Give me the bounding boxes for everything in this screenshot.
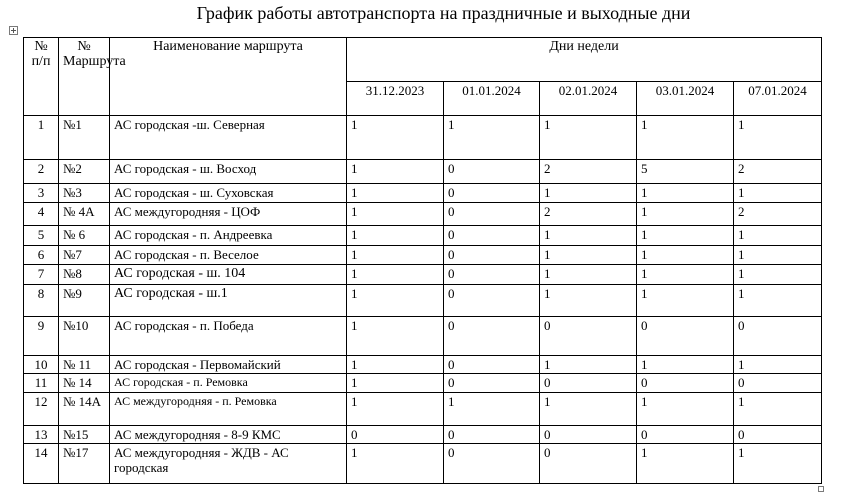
day-value-cell: 1: [540, 116, 637, 160]
route-name-cell: АС городская - п. Веселое: [110, 246, 347, 265]
day-value-cell: 1: [637, 116, 734, 160]
day-value-cell: 1: [540, 226, 637, 246]
day-value-cell: 0: [637, 317, 734, 356]
day-value-cell: 0: [444, 246, 540, 265]
day-value-cell: 1: [734, 356, 822, 374]
route-name-cell: АС городская - ш. Суховская: [110, 184, 347, 203]
day-value-cell: 0: [540, 317, 637, 356]
day-value-cell: 1: [444, 393, 540, 426]
day-value-cell: 0: [540, 374, 637, 393]
day-value-cell: 0: [734, 374, 822, 393]
day-value-cell: 1: [637, 203, 734, 226]
route-number-cell: № 11: [59, 356, 110, 374]
route-number-cell: № 14А: [59, 393, 110, 426]
table-row: [24, 116, 822, 160]
day-value-cell: 0: [540, 444, 637, 484]
day-value-cell: 1: [637, 246, 734, 265]
table-resize-handle-icon[interactable]: [818, 486, 824, 492]
row-number-cell: 5: [24, 226, 59, 246]
route-number-cell: №1: [59, 116, 110, 160]
header-date: 07.01.2024: [734, 82, 822, 116]
day-value-cell: 0: [444, 184, 540, 203]
day-value-cell: 1: [347, 374, 444, 393]
day-value-cell: 0: [637, 374, 734, 393]
row-number-cell: 10: [24, 356, 59, 374]
day-value-cell: 1: [347, 265, 444, 285]
day-value-cell: 2: [540, 203, 637, 226]
day-value-cell: 1: [347, 226, 444, 246]
day-value-cell: 1: [637, 226, 734, 246]
day-value-cell: 0: [347, 426, 444, 444]
day-value-cell: 1: [347, 356, 444, 374]
day-value-cell: 1: [734, 226, 822, 246]
table-row: [24, 226, 822, 246]
day-value-cell: 1: [540, 393, 637, 426]
day-value-cell: 1: [347, 285, 444, 317]
route-name-cell: АС междугородняя - п. Ремовка: [110, 393, 347, 426]
row-number-cell: 14: [24, 444, 59, 484]
day-value-cell: 1: [347, 317, 444, 356]
header-date: 03.01.2024: [637, 82, 734, 116]
route-number-cell: №9: [59, 285, 110, 317]
row-number-cell: 9: [24, 317, 59, 356]
document-title: График работы автотранспорта на праздничные и выходные дни: [196, 3, 691, 23]
table-row: [24, 246, 822, 265]
day-value-cell: 1: [734, 116, 822, 160]
day-value-cell: 0: [734, 426, 822, 444]
table-row: [24, 265, 822, 285]
route-number-cell: №7: [59, 246, 110, 265]
day-value-cell: 1: [734, 265, 822, 285]
schedule-body: [24, 116, 822, 484]
day-value-cell: 1: [540, 265, 637, 285]
route-number-cell: № 4А: [59, 203, 110, 226]
day-value-cell: 1: [540, 246, 637, 265]
day-value-cell: 1: [347, 203, 444, 226]
header-num: № п/п: [24, 38, 59, 116]
day-value-cell: 0: [637, 426, 734, 444]
row-number-cell: 7: [24, 265, 59, 285]
route-number-cell: № 6: [59, 226, 110, 246]
header-date: 31.12.2023: [347, 82, 444, 116]
day-value-cell: 1: [540, 356, 637, 374]
row-number-cell: 11: [24, 374, 59, 393]
day-value-cell: 1: [540, 285, 637, 317]
route-number-cell: №3: [59, 184, 110, 203]
day-value-cell: 1: [637, 444, 734, 484]
row-number-cell: 13: [24, 426, 59, 444]
day-value-cell: 2: [540, 160, 637, 184]
route-number-cell: №10: [59, 317, 110, 356]
table-move-handle-icon[interactable]: [9, 26, 18, 35]
header-date: 02.01.2024: [540, 82, 637, 116]
table-row: [24, 374, 822, 393]
day-value-cell: 0: [444, 426, 540, 444]
day-value-cell: 0: [444, 160, 540, 184]
day-value-cell: 0: [444, 285, 540, 317]
header-route: № Маршрута: [59, 38, 110, 116]
day-value-cell: 5: [637, 160, 734, 184]
day-value-cell: 0: [734, 317, 822, 356]
day-value-cell: 1: [734, 444, 822, 484]
table-row: [24, 444, 822, 484]
day-value-cell: 0: [444, 203, 540, 226]
day-value-cell: 1: [347, 184, 444, 203]
day-value-cell: 0: [444, 226, 540, 246]
day-value-cell: 1: [347, 393, 444, 426]
row-number-cell: 4: [24, 203, 59, 226]
table-row: [24, 426, 822, 444]
table-row: [24, 285, 822, 317]
route-name-cell: АС городская - Первомайский: [110, 356, 347, 374]
day-value-cell: 1: [637, 184, 734, 203]
route-name-cell: АС городская - ш.1: [110, 285, 347, 317]
day-value-cell: 0: [444, 444, 540, 484]
day-value-cell: 1: [637, 393, 734, 426]
route-name-cell: АС городская - ш. 104: [110, 265, 347, 285]
day-value-cell: 0: [444, 317, 540, 356]
row-number-cell: 2: [24, 160, 59, 184]
header-days: Дни недели: [347, 38, 822, 82]
day-value-cell: 1: [347, 116, 444, 160]
table-row: [24, 317, 822, 356]
row-number-cell: 1: [24, 116, 59, 160]
schedule-table: [23, 37, 822, 484]
day-value-cell: 1: [347, 246, 444, 265]
day-value-cell: 1: [444, 116, 540, 160]
row-number-cell: 3: [24, 184, 59, 203]
table-row: [24, 393, 822, 426]
day-value-cell: 0: [444, 356, 540, 374]
header-date: 01.01.2024: [444, 82, 540, 116]
row-number-cell: 12: [24, 393, 59, 426]
table-row: [24, 356, 822, 374]
day-value-cell: 0: [444, 374, 540, 393]
day-value-cell: 1: [540, 184, 637, 203]
route-name-cell: АС городская - п. Андреевка: [110, 226, 347, 246]
day-value-cell: 0: [444, 265, 540, 285]
day-value-cell: 1: [637, 265, 734, 285]
route-name-cell: АС городская -ш. Северная: [110, 116, 347, 160]
day-value-cell: 1: [347, 160, 444, 184]
day-value-cell: 0: [540, 426, 637, 444]
day-value-cell: 2: [734, 203, 822, 226]
row-number-cell: 8: [24, 285, 59, 317]
day-value-cell: 1: [637, 285, 734, 317]
row-number-cell: 6: [24, 246, 59, 265]
route-number-cell: №17: [59, 444, 110, 484]
route-number-cell: №2: [59, 160, 110, 184]
table-row: [24, 203, 822, 226]
day-value-cell: 1: [347, 444, 444, 484]
table-row: [24, 160, 822, 184]
day-value-cell: 1: [637, 356, 734, 374]
day-value-cell: 1: [734, 184, 822, 203]
route-name-cell: АС городская - п. Победа: [110, 317, 347, 356]
route-name-cell: АС городская - ш. Восход: [110, 160, 347, 184]
header-route-name: Наименование маршрута: [110, 38, 347, 116]
route-number-cell: № 14: [59, 374, 110, 393]
day-value-cell: 1: [734, 285, 822, 317]
route-number-cell: №8: [59, 265, 110, 285]
table-row: [24, 184, 822, 203]
day-value-cell: 1: [734, 393, 822, 426]
route-name-cell: АС междугородняя - ЖДВ - АС городская: [110, 444, 347, 484]
route-name-cell: АС междугородняя - ЦОФ: [110, 203, 347, 226]
route-name-cell: АС городская - п. Ремовка: [110, 374, 347, 393]
day-value-cell: 1: [734, 246, 822, 265]
route-name-cell: АС междугородняя - 8-9 КМС: [110, 426, 347, 444]
day-value-cell: 2: [734, 160, 822, 184]
route-number-cell: №15: [59, 426, 110, 444]
